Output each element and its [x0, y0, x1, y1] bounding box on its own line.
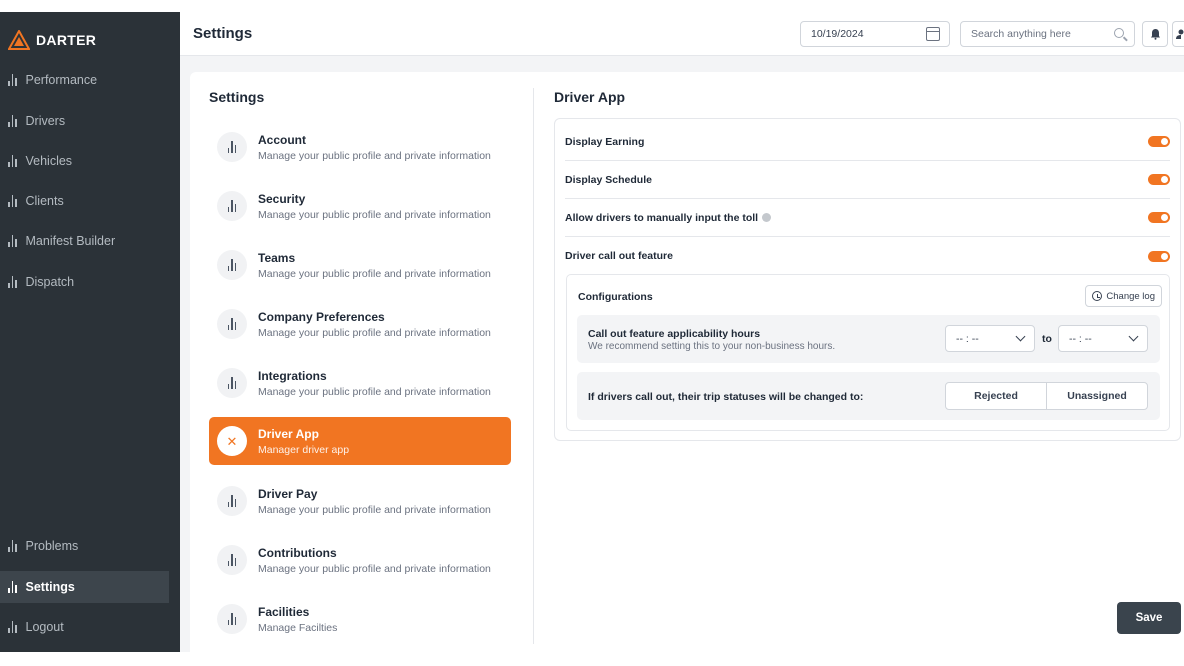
save-button[interactable]: Save — [1117, 602, 1181, 634]
settings-item-subtitle: Manager driver app — [258, 443, 350, 456]
display-earning-toggle[interactable] — [1148, 136, 1170, 147]
settings-item-subtitle: Manage your public profile and private information — [258, 149, 491, 162]
settings-item-subtitle: Manage your public profile and private information — [258, 562, 491, 575]
bar-chart-icon — [217, 250, 247, 280]
hours-row — [577, 315, 1160, 363]
settings-item-driver-app[interactable] — [209, 417, 511, 465]
settings-item-facilities[interactable] — [209, 595, 511, 643]
toggle-label: Display Schedule — [565, 173, 652, 186]
bar-chart-icon — [217, 545, 247, 575]
settings-item-title: Security — [258, 191, 306, 206]
bar-chart-icon — [217, 486, 247, 516]
date-picker[interactable] — [800, 21, 950, 47]
status-label: If drivers call out, their trip statuses will be changed to: — [588, 391, 864, 403]
configurations-box — [566, 274, 1170, 431]
settings-item-subtitle: Manage Facilties — [258, 621, 338, 634]
settings-item-title: Driver Pay — [258, 486, 318, 501]
settings-item-security[interactable] — [209, 182, 511, 230]
manual-toll-toggle[interactable] — [1148, 212, 1170, 223]
bar-chart-icon — [217, 368, 247, 398]
call-out-toggle[interactable] — [1148, 251, 1170, 262]
sidebar-item-drivers[interactable] — [0, 105, 169, 137]
settings-item-teams[interactable] — [209, 241, 511, 289]
sidebar-item-label: Logout — [25, 620, 64, 634]
bar-chart-icon — [8, 621, 17, 633]
status-option-unassigned[interactable]: Unassigned — [1046, 383, 1147, 409]
chevron-down-icon — [1129, 332, 1139, 342]
display-schedule-row — [565, 161, 1170, 199]
status-option-rejected[interactable]: Rejected — [974, 390, 1018, 402]
display-schedule-toggle[interactable] — [1148, 174, 1170, 185]
settings-item-title: Teams — [258, 250, 296, 265]
call-out-row — [565, 237, 1170, 275]
top-bar — [180, 12, 1184, 56]
settings-item-subtitle: Manage your public profile and private information — [258, 208, 491, 221]
settings-item-title: Company Preferences — [258, 309, 385, 324]
status-segmented-control — [945, 382, 1148, 410]
toggle-label: Display Earning — [565, 135, 645, 148]
from-time-select[interactable] — [945, 325, 1035, 352]
sidebar-item-vehicles[interactable] — [0, 145, 169, 177]
configurations-title: Configurations — [578, 291, 653, 303]
sidebar-item-label: Drivers — [25, 114, 66, 128]
status-row — [577, 372, 1160, 420]
settings-item-driver-pay[interactable] — [209, 477, 511, 525]
page-title: Settings — [193, 25, 253, 42]
settings-item-title: Account — [258, 132, 306, 147]
sidebar-item-label: Manifest Builder — [25, 234, 116, 248]
bar-chart-icon — [217, 309, 247, 339]
brand-logo[interactable] — [8, 30, 96, 50]
settings-item-subtitle: Manage your public profile and private information — [258, 326, 491, 339]
sidebar-item-label: Performance — [25, 73, 98, 87]
bar-chart-icon — [217, 191, 247, 221]
settings-item-account[interactable] — [209, 123, 511, 171]
brand-name: DARTER — [36, 32, 97, 48]
sidebar-item-logout[interactable] — [0, 611, 169, 643]
main-area — [180, 56, 1184, 652]
bar-chart-icon — [8, 155, 17, 167]
settings-menu-title: Settings — [209, 89, 265, 105]
settings-card — [190, 72, 1184, 652]
change-log-label: Change log — [1106, 290, 1155, 302]
settings-item-company-preferences[interactable] — [209, 300, 511, 348]
sidebar-item-manifest-builder[interactable] — [0, 225, 169, 257]
sidebar-item-label: Problems — [25, 539, 79, 553]
bar-chart-icon — [217, 132, 247, 162]
sidebar-item-dispatch[interactable] — [0, 266, 169, 298]
sidebar — [0, 12, 180, 652]
hours-description: We recommend setting this to your non-business hours. — [588, 341, 836, 352]
sidebar-item-settings[interactable] — [0, 571, 169, 603]
to-time-value: -- : -- — [1069, 333, 1092, 345]
search-placeholder: Search anything here — [971, 28, 1071, 40]
bar-chart-icon — [8, 581, 17, 593]
sidebar-item-problems[interactable] — [0, 530, 169, 562]
bar-chart-icon — [217, 604, 247, 634]
chevron-down-icon — [1016, 332, 1026, 342]
bar-chart-icon — [8, 74, 17, 86]
settings-item-subtitle: Manage your public profile and private information — [258, 267, 491, 280]
bar-chart-icon — [8, 540, 17, 552]
sidebar-item-performance[interactable] — [0, 64, 169, 96]
manual-toll-row — [565, 199, 1170, 237]
settings-item-integrations[interactable] — [209, 359, 511, 407]
change-log-button[interactable] — [1085, 285, 1162, 307]
sidebar-item-clients[interactable] — [0, 185, 169, 217]
bar-chart-icon — [8, 195, 17, 207]
display-earning-row — [565, 123, 1170, 161]
user-icon — [1174, 28, 1184, 40]
sidebar-item-label: Settings — [25, 580, 75, 594]
driver-app-panel — [554, 118, 1181, 441]
settings-item-title: Driver App — [258, 426, 319, 441]
hours-label: Call out feature applicability hours — [588, 328, 761, 340]
history-icon — [1092, 291, 1102, 301]
settings-item-subtitle: Manage your public profile and private information — [258, 385, 491, 398]
toggle-label: Driver call out feature — [565, 250, 673, 262]
bar-chart-icon — [8, 235, 17, 247]
info-icon[interactable] — [762, 213, 771, 222]
user-menu-button[interactable] — [1172, 21, 1184, 47]
bar-chart-icon — [8, 115, 17, 127]
to-label: to — [1042, 333, 1052, 345]
darter-x-icon: ✕ — [217, 426, 247, 456]
settings-item-subtitle: Manage your public profile and private information — [258, 503, 491, 516]
sidebar-item-label: Vehicles — [25, 154, 73, 168]
date-value: 10/19/2024 — [811, 28, 864, 40]
sidebar-item-label: Clients — [25, 194, 64, 208]
from-time-value: -- : -- — [956, 333, 979, 345]
bell-icon — [1150, 28, 1161, 40]
settings-item-contributions[interactable] — [209, 536, 511, 584]
column-divider — [533, 88, 534, 644]
notifications-button[interactable] — [1142, 21, 1168, 47]
to-time-select[interactable] — [1058, 325, 1148, 352]
settings-item-title: Integrations — [258, 368, 327, 383]
driver-app-title: Driver App — [554, 89, 626, 105]
calendar-icon[interactable] — [926, 27, 940, 41]
search-input[interactable] — [960, 21, 1135, 47]
toggle-label: Allow drivers to manually input the toll — [565, 211, 759, 224]
search-icon[interactable] — [1114, 28, 1124, 38]
sidebar-item-label: Dispatch — [25, 275, 75, 289]
darter-logo-icon — [8, 30, 30, 50]
bar-chart-icon — [8, 276, 17, 288]
settings-item-title: Contributions — [258, 545, 337, 560]
settings-item-title: Facilities — [258, 604, 310, 619]
